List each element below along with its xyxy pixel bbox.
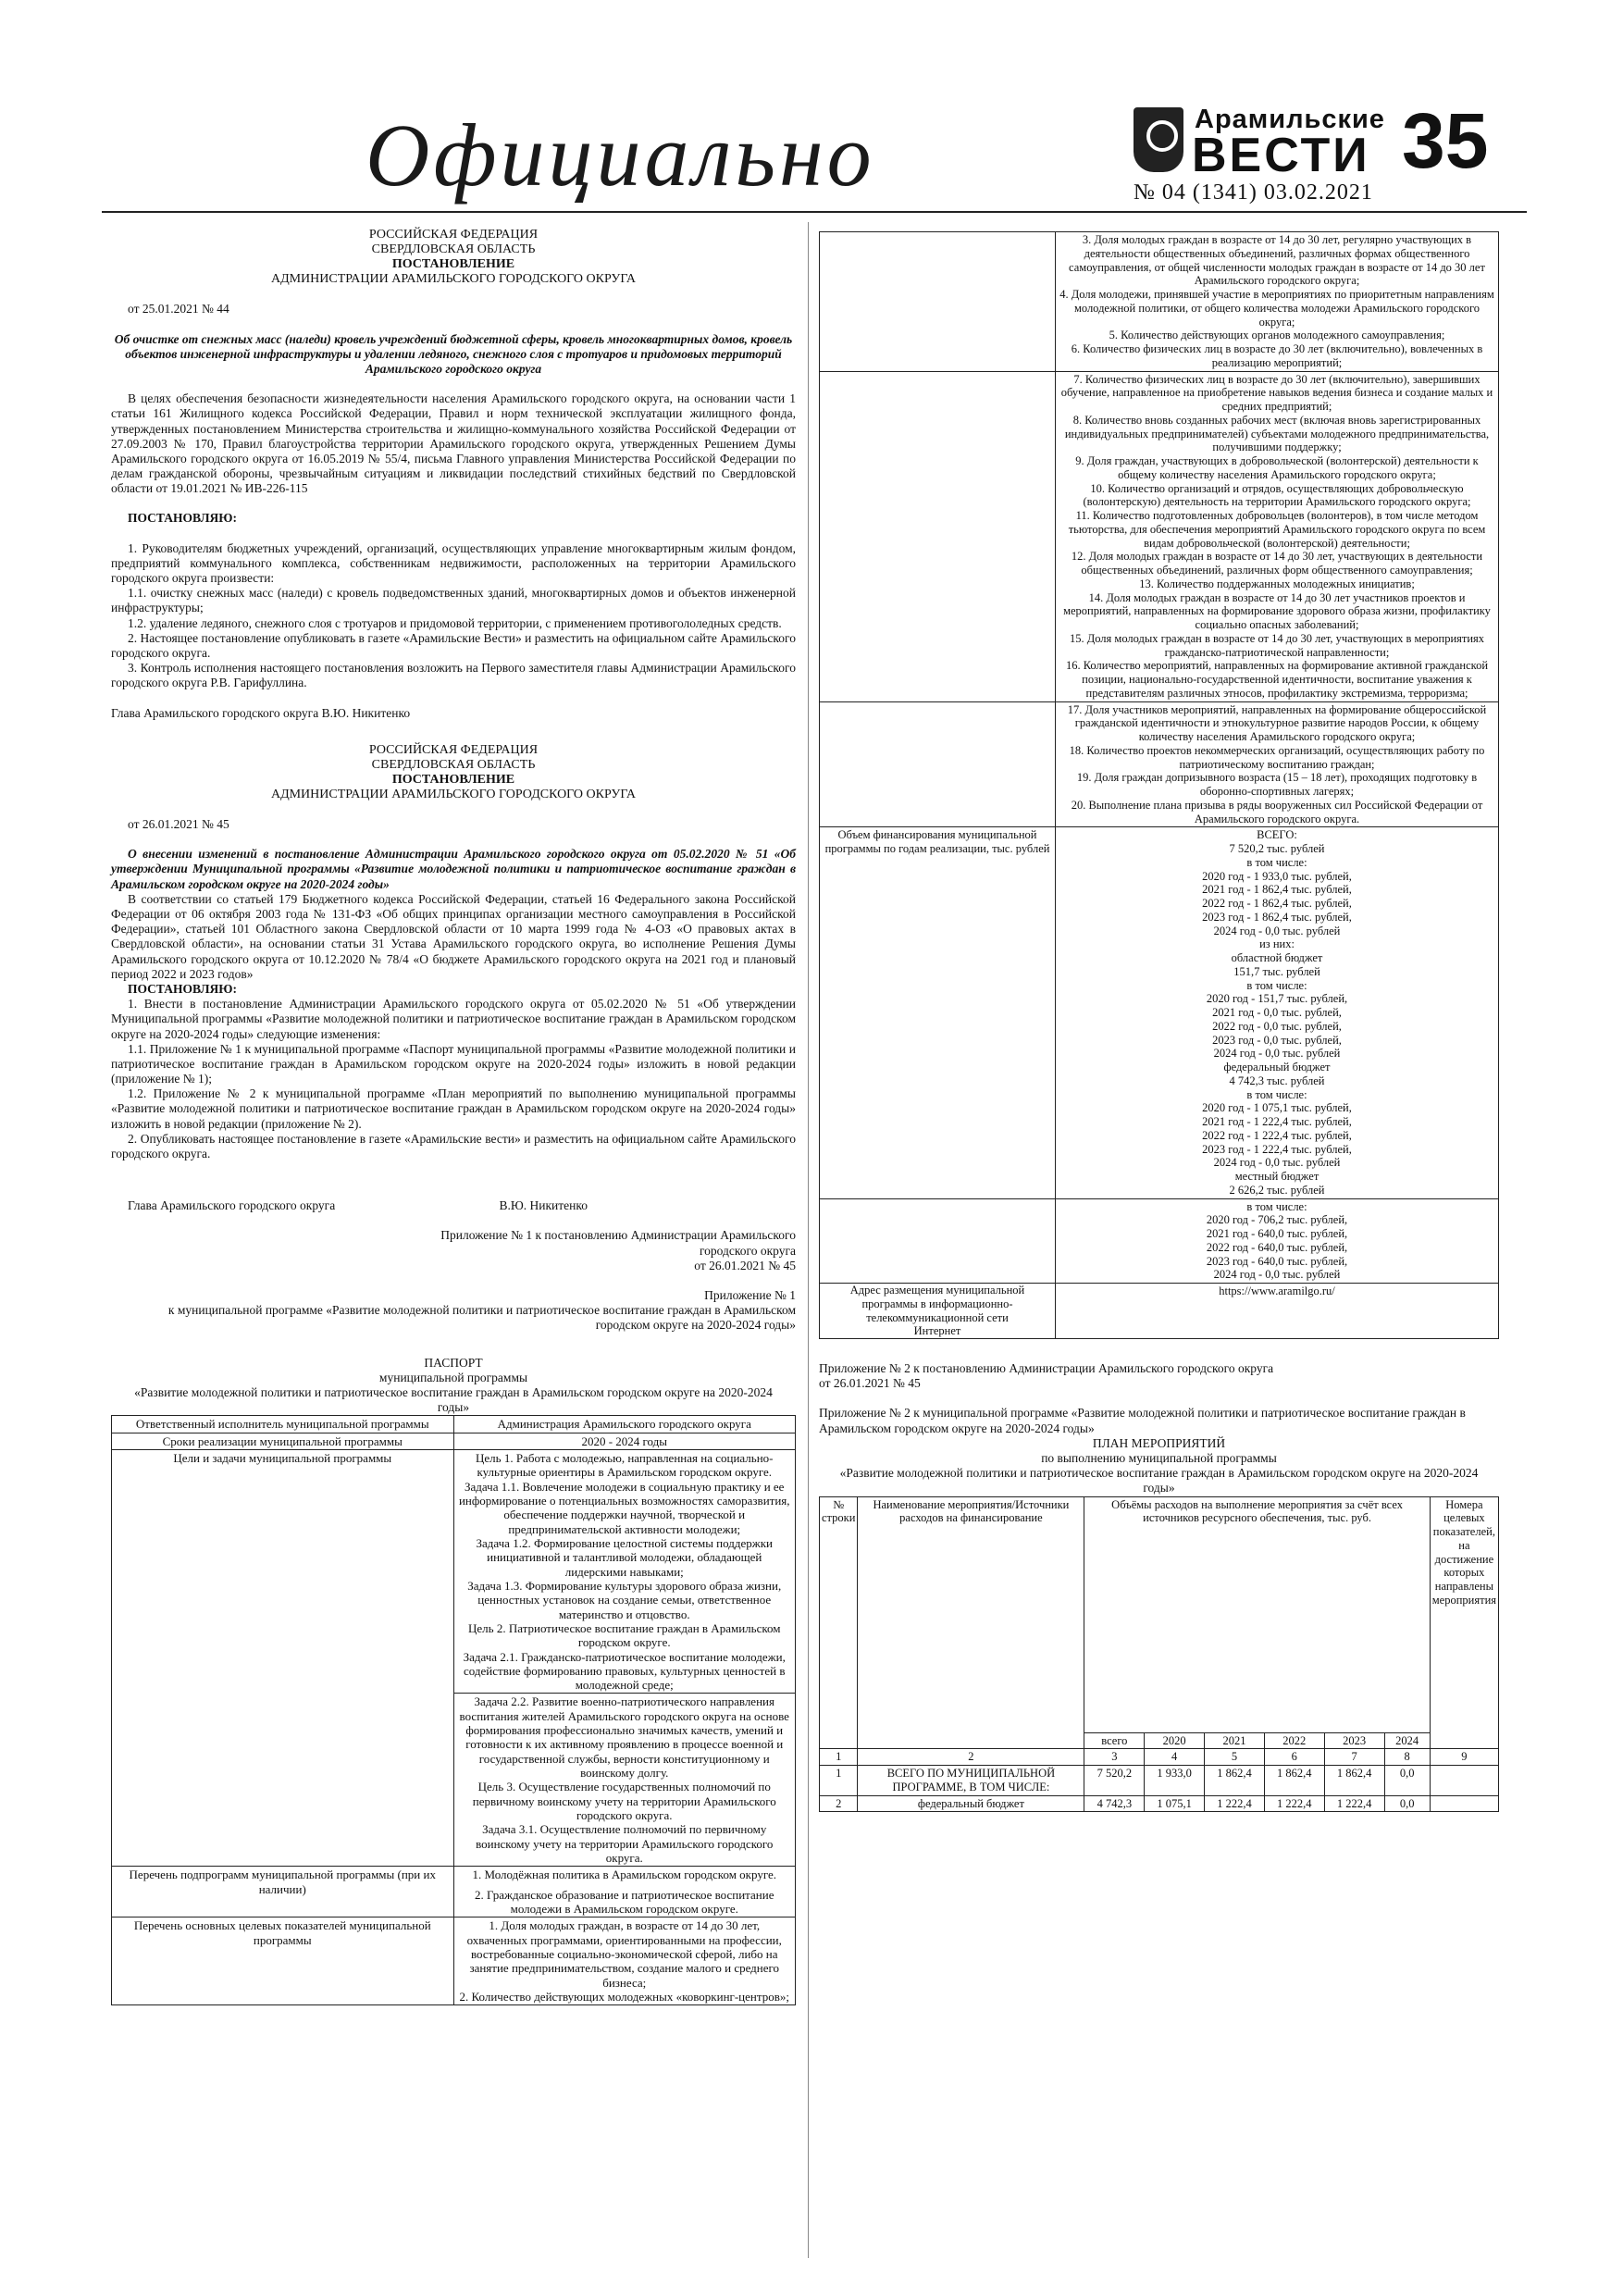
header-cell: Номера целевых показателей, на достижение которых направлены мероприятия	[1430, 1496, 1498, 1749]
header-line: ПОСТАНОВЛЕНИЕ	[391, 772, 515, 787]
financing-line: в том числе:	[1246, 1199, 1307, 1213]
header-cell: Объёмы расходов на выполнение мероприятия за счёт всех источников ресурсного обеспечения, тыс. руб.	[1084, 1496, 1430, 1732]
table-cell: https://www.aramilgo.ru/	[1056, 1284, 1499, 1339]
table-row	[820, 1198, 1499, 1284]
table-row	[112, 1867, 796, 1917]
year-header: 2024	[1384, 1732, 1430, 1749]
financing-line: 2021 год - 1 222,4 тыс. рублей,	[1202, 1115, 1352, 1128]
table-row	[820, 232, 1499, 372]
goal-line: Цель 1. Работа с молодежью, направленная на социально-культурные ориентиры в Арамильском городском округе.	[476, 1450, 774, 1480]
table-cell: 1 075,1	[1145, 1795, 1205, 1812]
indicator-line: 19. Доля граждан допризывного возраста (15 – 18 лет), проходящих подготовку в оборонно-спортивных лагерях;	[1076, 771, 1478, 798]
table-cell: 5	[1205, 1749, 1265, 1766]
doc1-header	[111, 228, 796, 287]
table-cell: Перечень основных целевых показателей муниципальной программы	[112, 1917, 454, 2005]
plan-subtitle: по выполнению муниципальной программы	[1041, 1450, 1277, 1465]
indicator-line: 15. Доля молодых граждан в возрасте от 14 до 30 лет, участвующих в мероприятиях гражданско-патриотической направленности;	[1069, 631, 1485, 659]
right-column	[819, 231, 1499, 1812]
financing-line: областной бюджет	[1231, 951, 1323, 964]
doc2-item: 1.2. Приложение № 2 к муниципальной программе «План мероприятий по выполнению муниципальной программы «Развитие молодежной политики и патриотическое воспитание граждан в Арамильском городском округе на 2020-2024 годы» изложить в новой редакции (приложение № 2).	[111, 1086, 796, 1131]
financing-line: 7 520,2 тыс. рублей	[1229, 842, 1325, 855]
indicator-line: 12. Доля молодых граждан в возрасте от 14 до 30 лет, участвующих в деятельности общественных объединений, различных форм общественного самоуправления;	[1071, 550, 1483, 577]
table-cell: Объем финансирования муниципальной программы по годам реализации, тыс. рублей	[820, 827, 1056, 1198]
goal-line: Цель 3. Осуществление государственных полномочий по первичному воинскому учету на территории Арамильского городского округа.	[472, 1780, 776, 1823]
issue-number: № 04 (1341) 03.02.2021	[1134, 180, 1373, 205]
table-cell: 1	[820, 1749, 858, 1766]
section-title: Официально	[365, 105, 875, 205]
table-cell	[1056, 232, 1499, 372]
table-row	[820, 371, 1499, 701]
financing-line: 2022 год - 0,0 тыс. рублей,	[1212, 1019, 1342, 1033]
indicator-line: 1. Доля молодых граждан, в возрасте от 14 до 30 лет, охваченных программами, ориентированными на профессии, востребованные социально-экономической сферой, либо на занятие предпринимательством, создание малого и среднего бизнеса;	[466, 1918, 782, 1990]
goal-line: Задача 2.1. Гражданско-патриотическое воспитание молодежи, содействие формированию правовых, культурных ценностей в молодежной среде;	[463, 1649, 786, 1693]
ref-line: от 26.01.2021 № 45	[694, 1258, 796, 1272]
table-cell: 1 222,4	[1264, 1795, 1324, 1812]
table-cell	[453, 1694, 796, 1867]
doc2-item: 1. Внести в постановление Администрации Арамильского городского округа от 05.02.2020 № 51 «Об утверждении Муниципальной программы «Развитие молодежной политики и патриотическое воспитание граждан в Арамильском городском округе на 2020-2024 годы» следующие изменения:	[111, 997, 796, 1041]
appendix2-ref-date: от 26.01.2021 № 45	[819, 1376, 921, 1391]
table-cell	[1056, 827, 1499, 1198]
indicator-line: 2. Количество действующих молодежных «коворкинг-центров»;	[459, 1990, 789, 2004]
table-cell: 1	[820, 1766, 858, 1796]
table-cell: 4 742,3	[1084, 1795, 1145, 1812]
doc2-title: О внесении изменений в постановление Администрации Арамильского городского округа от 05.02.2020 № 51 «Об утверждении Муниципальной программы «Развитие молодежной политики и патриотическое воспитание граждан в Арамильском городском округе на 2020-2024 годы»	[111, 847, 796, 891]
table-cell: 8	[1384, 1749, 1430, 1766]
financing-line: 151,7 тыс. рублей	[1233, 964, 1320, 978]
doc2-date: от 26.01.2021 № 45	[128, 817, 229, 832]
header-line: АДМИНИСТРАЦИИ АРАМИЛЬСКОГО ГОРОДСКОГО ОКРУГА	[270, 272, 637, 287]
column-separator	[808, 222, 809, 2258]
table-cell	[820, 1198, 1056, 1284]
masthead-rule	[102, 211, 1527, 213]
year-header: 2021	[1205, 1732, 1265, 1749]
goal-line: Задача 1.2. Формирование целостной системы поддержки инициативной и талантливой молодежи, обладающей лидерскими навыками;	[476, 1535, 774, 1579]
left-column	[111, 228, 796, 2005]
passport-title: ПАСПОРТ	[424, 1355, 483, 1370]
header-line: СВЕРДЛОВСКАЯ ОБЛАСТЬ	[371, 757, 536, 772]
header-line: АДМИНИСТРАЦИИ АРАМИЛЬСКОГО ГОРОДСКОГО ОКРУГА	[270, 787, 637, 801]
table-cell: Адрес размещения муниципальной программы в информационно-телекоммуникационной сети Интернет	[820, 1284, 1056, 1339]
appendix2-ref: Приложение № 2 к постановлению Администрации Арамильского городского округа	[819, 1361, 1274, 1375]
table-cell: 1 222,4	[1324, 1795, 1384, 1812]
subprogram-line: 1. Молодёжная политика в Арамильском городском округе.	[472, 1868, 777, 1882]
plan-title: ПЛАН МЕРОПРИЯТИЙ	[1092, 1435, 1226, 1450]
financing-line: из них:	[1259, 937, 1295, 951]
table-row	[820, 827, 1499, 1198]
financing-line: 2020 год - 1 933,0 тыс. рублей,	[1202, 869, 1352, 883]
financing-line: 2 626,2 тыс. рублей	[1229, 1183, 1325, 1197]
goal-line: Задача 2.2. Развитие военно-патриотического направления воспитания жителей Арамильского городского округа на основе формирования профессионально значимых качеств, умений и готовности к их активному проявлению в процессе военной и государственной службы, верности конституционному и воинскому долгу.	[459, 1694, 789, 1781]
passport-table-continued	[819, 231, 1499, 1339]
financing-line: 2023 год - 1 862,4 тыс. рублей,	[1202, 910, 1352, 924]
doc1-item: 3. Контроль исполнения настоящего постановления возложить на Первого заместителя главы Администрации Арамильского городского округа Р.В. Гарифуллина.	[111, 661, 796, 690]
year-header: 2020	[1145, 1732, 1205, 1749]
table-cell: 1 862,4	[1264, 1766, 1324, 1796]
table-cell: 2	[820, 1795, 858, 1812]
indicator-line: 16. Количество мероприятий, направленных на формирование активной гражданской позиции, национально-государственной идентичности, воспитание уважения к представителям различных этносов, профилактику экстремизма, терроризма;	[1065, 659, 1489, 700]
table-cell: федеральный бюджет	[858, 1795, 1084, 1812]
signature-title: Глава Арамильского городского округа	[128, 1198, 336, 1213]
table-cell: 9	[1430, 1749, 1498, 1766]
newspaper-logo	[1134, 100, 1385, 182]
indicator-line: 17. Доля участников мероприятий, направленных на формирование общероссийской гражданской идентичности и этнокультурное развитие народов России, к общему количеству населения Арамильского городского округа;	[1067, 702, 1487, 743]
indicator-line: 8. Количество вновь созданных рабочих мест (включая вновь зарегистрированных индивидуальных предпринимателей) субъектами молодежного предпринимательства, получившими поддержку;	[1064, 413, 1490, 454]
indicator-line: 9. Доля граждан, участвующих в добровольческой (волонтерской) деятельности к общему количеству населения Арамильского городского округа;	[1075, 454, 1479, 481]
indicator-line: 20. Выполнение плана призыва в ряды вооруженных сил Российской Федерации от Арамильского городского округа.	[1071, 798, 1483, 825]
financing-line: 2024 год - 0,0 тыс. рублей	[1213, 1156, 1341, 1170]
doc2-preamble: В соответствии со статьей 179 Бюджетного кодекса Российской Федерации, статьей 16 Федерального закона Российской Федерации от 06 октября 2003 года № 131-ФЗ «Об общих принципах организации местного самоуправления в Российской Федерации», статьей 101 Областного закона Свердловской области от 10 марта 1999 года № 4-ОЗ «О правовых актах в Свердловской области», на основании статьи 31 Устава Арамильского городского округа, во исполнение Решения Думы Арамильского городского округа от 10.12.2020 № 78/4 «О бюджете Арамильского городского округа на 2021 год и плановый период 2022 и 2023 годов»	[111, 891, 796, 981]
indicator-line: 11. Количество подготовленных добровольцев (волонтеров), в том числе методом тьюторства, для обеспечения мероприятий Арамильского городского округа по всем видам добровольческой (волонтерской) деятельности;	[1068, 509, 1486, 550]
financing-line: местный бюджет	[1234, 1170, 1319, 1183]
ref-line: Приложение № 1 к постановлению Администрации Арамильского	[440, 1228, 796, 1243]
table-cell	[453, 1449, 796, 1694]
table-cell: 7 520,2	[1084, 1766, 1145, 1796]
table-cell: ВСЕГО ПО МУНИЦИПАЛЬНОЙ ПРОГРАММЕ, В ТОМ ЧИСЛЕ:	[858, 1766, 1084, 1796]
goal-line: Задача 1.3. Формирование культуры здорового образа жизни, ценностных установок на создание семьи, ответственное материнство и отцовство.	[467, 1578, 782, 1621]
table-row	[112, 1917, 796, 2005]
table-cell	[1056, 371, 1499, 701]
table-cell: 1 933,0	[1145, 1766, 1205, 1796]
financing-line: 2023 год - 640,0 тыс. рублей,	[1206, 1254, 1348, 1268]
table-cell: Ответственный исполнитель муниципальной программы	[112, 1416, 454, 1433]
year-header: 2023	[1324, 1732, 1384, 1749]
table-cell: 1 862,4	[1324, 1766, 1384, 1796]
indicator-line: 7. Количество физических лиц в возрасте до 30 лет (включительно), завершивших обучение, направленное на приобретение навыков ведения бизнеса и создание малых и средних предприятий;	[1060, 372, 1493, 413]
table-cell	[820, 701, 1056, 827]
table-cell: 0,0	[1384, 1795, 1430, 1812]
header-cell: № строки	[820, 1496, 858, 1749]
financing-line: 2021 год - 1 862,4 тыс. рублей,	[1202, 883, 1352, 897]
financing-line: в том числе:	[1246, 978, 1307, 992]
table-cell	[1430, 1766, 1498, 1796]
financing-line: 2020 год - 1 075,1 тыс. рублей,	[1202, 1101, 1352, 1115]
passport-subtitle: муниципальной программы	[378, 1370, 528, 1384]
doc1-item: 1.2. удаление ледяного, снежного слоя с тротуаров и придомовой территории, с применением противогололедных средств.	[128, 615, 782, 630]
passport-table	[111, 1415, 796, 2005]
table-row	[820, 1795, 1499, 1812]
header-line: РОССИЙСКАЯ ФЕДЕРАЦИЯ	[368, 228, 539, 242]
financing-line: 2020 год - 151,7 тыс. рублей,	[1206, 992, 1348, 1006]
brand-name-big: ВЕСТИ	[1192, 129, 1370, 182]
financing-line: в том числе:	[1246, 1087, 1307, 1101]
financing-line: 2023 год - 1 222,4 тыс. рублей,	[1202, 1142, 1352, 1156]
table-cell: 3	[1084, 1749, 1145, 1766]
ref-line: городского округа	[699, 1243, 796, 1258]
financing-line: 2022 год - 1 222,4 тыс. рублей,	[1202, 1128, 1352, 1142]
header-cell: Наименование мероприятия/Источники расходов на финансирование	[858, 1496, 1084, 1749]
table-cell	[453, 1867, 796, 1917]
financing-line: 2021 год - 640,0 тыс. рублей,	[1206, 1227, 1348, 1240]
appendix2-ref2: Приложение № 2 к муниципальной программе «Развитие молодежной политики и патриотическое воспитание граждан в Арамильском городском округе на 2020-2024 годы»	[819, 1406, 1466, 1435]
table-cell	[1056, 1198, 1499, 1284]
financing-line: федеральный бюджет	[1223, 1061, 1331, 1074]
indicator-line: 3. Доля молодых граждан в возрасте от 14 до 30 лет, регулярно участвующих в деятельности общественных объединений, различных формах общественного самоуправления, от общей численности молодых граждан в возрасте от 14 до 30 лет Арамильского городского округа;	[1069, 233, 1485, 288]
indicator-line: 13. Количество поддержанных молодежных инициатив;	[1139, 577, 1415, 590]
brand-name-small: Арамильские	[1195, 105, 1385, 134]
header-line: РОССИЙСКАЯ ФЕДЕРАЦИЯ	[368, 742, 539, 757]
doc1-title: Об очистке от снежных масс (наледи) кровель учреждений бюджетной сферы, кровель многоквартирных домов, кровель объектов инженерной инфраструктуры и удалении ледяного, снежного слоя с тротуаров и придомовых территорий Арамильского городского округа	[114, 331, 793, 376]
doc1-item: 1.1. очистку снежных масс (наледи) с кровель подведомственных зданий, многоквартирных домов и объектов инженерной инфраструктуры;	[111, 586, 796, 615]
indicator-line: 5. Количество действующих органов молодежного самоуправления;	[1109, 329, 1445, 342]
doc1-preamble: В целях обеспечения безопасности жизнедеятельности населения Арамильского городского округа, на основании части 1 статьи 161 Жилищного кодекса Российской Федерации, Правил и норм технической эксплуатации жилищного фонда, утвержденных постановлением Министерства строительства и жилищно-коммунального хозяйства Российской Федерации от 27.09.2003 № 170, Правил благоустройства территории Арамильского городского округа, утвержденных Решением Думы Арамильского городского округа от 16.05.2019 № 55/4, письма Главного управления Министерства Российской Федерации по делам гражданской обороны, чрезвычайным ситуациям и ликвидации последствий стихийных бедствий по Свердловской области от 19.01.2021 № ИВ-226-115	[111, 391, 796, 496]
financing-line: 2024 год - 0,0 тыс. рублей	[1213, 1047, 1341, 1061]
table-cell: 6	[1264, 1749, 1324, 1766]
goal-line: Задача 3.1. Осуществление полномочий по первичному воинскому учету на территории Арамильского городского округа.	[476, 1822, 774, 1866]
indicator-line: 6. Количество физических лиц в возрасте до 30 лет (включительно), вовлеченных в реализацию мероприятий;	[1071, 342, 1483, 369]
table-cell: 1 862,4	[1205, 1766, 1265, 1796]
doc2-signature	[111, 1198, 796, 1213]
table-cell	[820, 371, 1056, 701]
table-row	[820, 701, 1499, 827]
table-cell: Сроки реализации муниципальной программы	[112, 1433, 454, 1449]
table-cell: Администрация Арамильского городского округа	[453, 1416, 796, 1433]
table-cell: 2	[858, 1749, 1084, 1766]
doc2-header	[111, 743, 796, 802]
doc1-signature: Глава Арамильского городского округа В.Ю. Никитенко	[111, 705, 411, 720]
table-cell: 7	[1324, 1749, 1384, 1766]
doc1-date: от 25.01.2021 № 44	[128, 302, 229, 316]
table-cell	[1056, 701, 1499, 827]
goal-line: Цель 2. Патриотическое воспитание граждан в Арамильском городском округе.	[468, 1620, 781, 1650]
indicator-line: 14. Доля молодых граждан в возрасте от 14 до 30 лет участников проектов и мероприятий, направленных на формирование здорового образа жизни, профилактику социально опасных заболеваний;	[1063, 590, 1491, 631]
table-row	[112, 1416, 796, 1433]
goal-line: Задача 1.1. Вовлечение молодежи в социальную практику и ее информирование о потенциальных возможностях саморазвития, обеспечение поддержки научной, творческой и предпринимательской активности молодежи;	[458, 1479, 790, 1536]
indicator-line: 18. Количество проектов некоммерческих организаций, осуществляющих работу по патриотическому воспитанию граждан;	[1069, 743, 1485, 771]
financing-line: 2024 год - 0,0 тыс. рублей	[1213, 924, 1341, 937]
doc2-item: 1.1. Приложение № 1 к муниципальной программе «Паспорт муниципальной программы «Развитие молодежной политики и патриотическое воспитание граждан в Арамильском городском округе на 2020-2024 годы» изложить в новой редакции (приложение № 1);	[111, 1041, 796, 1086]
financing-line: в том числе:	[1246, 855, 1307, 869]
masthead	[0, 0, 1623, 222]
plan-subtitle: «Развитие молодежной политики и патриотическое воспитание граждан в Арамильском городском округе на 2020-2024 годы»	[839, 1466, 1479, 1496]
doc2-resolve: ПОСТАНОВЛЯЮ:	[128, 981, 237, 996]
financing-line: 2021 год - 0,0 тыс. рублей,	[1212, 1006, 1342, 1019]
indicator-line: 10. Количество организаций и отрядов, осуществляющих добровольческую (волонтерскую) деятельность на территории Арамильского городского округа;	[1083, 481, 1471, 509]
table-row	[112, 1449, 796, 1694]
appendix1-ref	[111, 1228, 796, 1273]
doc1-item: 2. Настоящее постановление опубликовать в газете «Арамильские Вести» и разместить на официальном сайте Арамильского городского округа.	[111, 630, 796, 660]
doc1-resolve: ПОСТАНОВЛЯЮ:	[128, 511, 237, 526]
table-cell: 2020 - 2024 годы	[453, 1433, 796, 1449]
subprogram-line: 2. Гражданское образование и патриотическое воспитание молодежи в Арамильском городском округе.	[475, 1887, 774, 1917]
year-header: всего	[1084, 1732, 1145, 1749]
financing-line: 2022 год - 640,0 тыс. рублей,	[1206, 1240, 1348, 1254]
indicator-line: 4. Доля молодежи, принявшей участие в мероприятиях по приоритетным направлениям молодежной политики, от общего количества молодежи Арамильского городского округа;	[1059, 288, 1494, 329]
financing-line: ВСЕГО:	[1257, 828, 1297, 842]
plan-table	[819, 1496, 1499, 1813]
year-header: 2022	[1264, 1732, 1324, 1749]
table-cell	[820, 232, 1056, 372]
appendix1-ref2: к муниципальной программе «Развитие молодежной политики и патриотическое воспитание граждан в Арамильском городском округе на 2020-2024 годы»	[167, 1303, 796, 1333]
appendix1-ref2-title: Приложение № 1	[704, 1287, 796, 1302]
table-cell	[1430, 1795, 1498, 1812]
table-cell: 4	[1145, 1749, 1205, 1766]
table-row	[112, 1433, 796, 1449]
table-header-row	[820, 1496, 1499, 1732]
table-cell: Перечень подпрограмм муниципальной программы (при их наличии)	[112, 1867, 454, 1917]
table-cell: 0,0	[1384, 1766, 1430, 1796]
financing-line: 2024 год - 0,0 тыс. рублей	[1213, 1268, 1341, 1282]
header-line: СВЕРДЛОВСКАЯ ОБЛАСТЬ	[371, 242, 536, 257]
signature-name: В.Ю. Никитенко	[499, 1198, 588, 1213]
header-line: ПОСТАНОВЛЕНИЕ	[391, 257, 515, 272]
passport-subtitle: «Развитие молодежной политики и патриотическое воспитание граждан в Арамильском городском округе на 2020-2024 годы»	[134, 1384, 773, 1415]
table-cell: Цели и задачи муниципальной программы	[112, 1449, 454, 1867]
table-cell: 1 222,4	[1205, 1795, 1265, 1812]
doc2-item: 2. Опубликовать настоящее постановление в газете «Арамильские вести» и разместить на официальном сайте Арамильского городского округа.	[111, 1131, 796, 1160]
financing-line: 2020 год - 706,2 тыс. рублей,	[1206, 1213, 1348, 1227]
column-number-row	[820, 1749, 1499, 1766]
table-row	[820, 1766, 1499, 1796]
coat-of-arms-icon	[1134, 107, 1183, 172]
table-row	[820, 1284, 1499, 1339]
table-cell	[453, 1917, 796, 2005]
doc1-item: 1. Руководителям бюджетных учреждений, организаций, осуществляющих управление многоквартирным жилым фондом, предприятий коммунального комплекса, собственникам недвижимости, расположенных на территории Арамильского городского округа произвести:	[111, 540, 796, 585]
financing-line: 2023 год - 0,0 тыс. рублей,	[1212, 1033, 1342, 1047]
financing-line: 2022 год - 1 862,4 тыс. рублей,	[1202, 897, 1352, 910]
page-number: 35	[1402, 97, 1489, 184]
financing-line: 4 742,3 тыс. рублей	[1229, 1074, 1325, 1087]
